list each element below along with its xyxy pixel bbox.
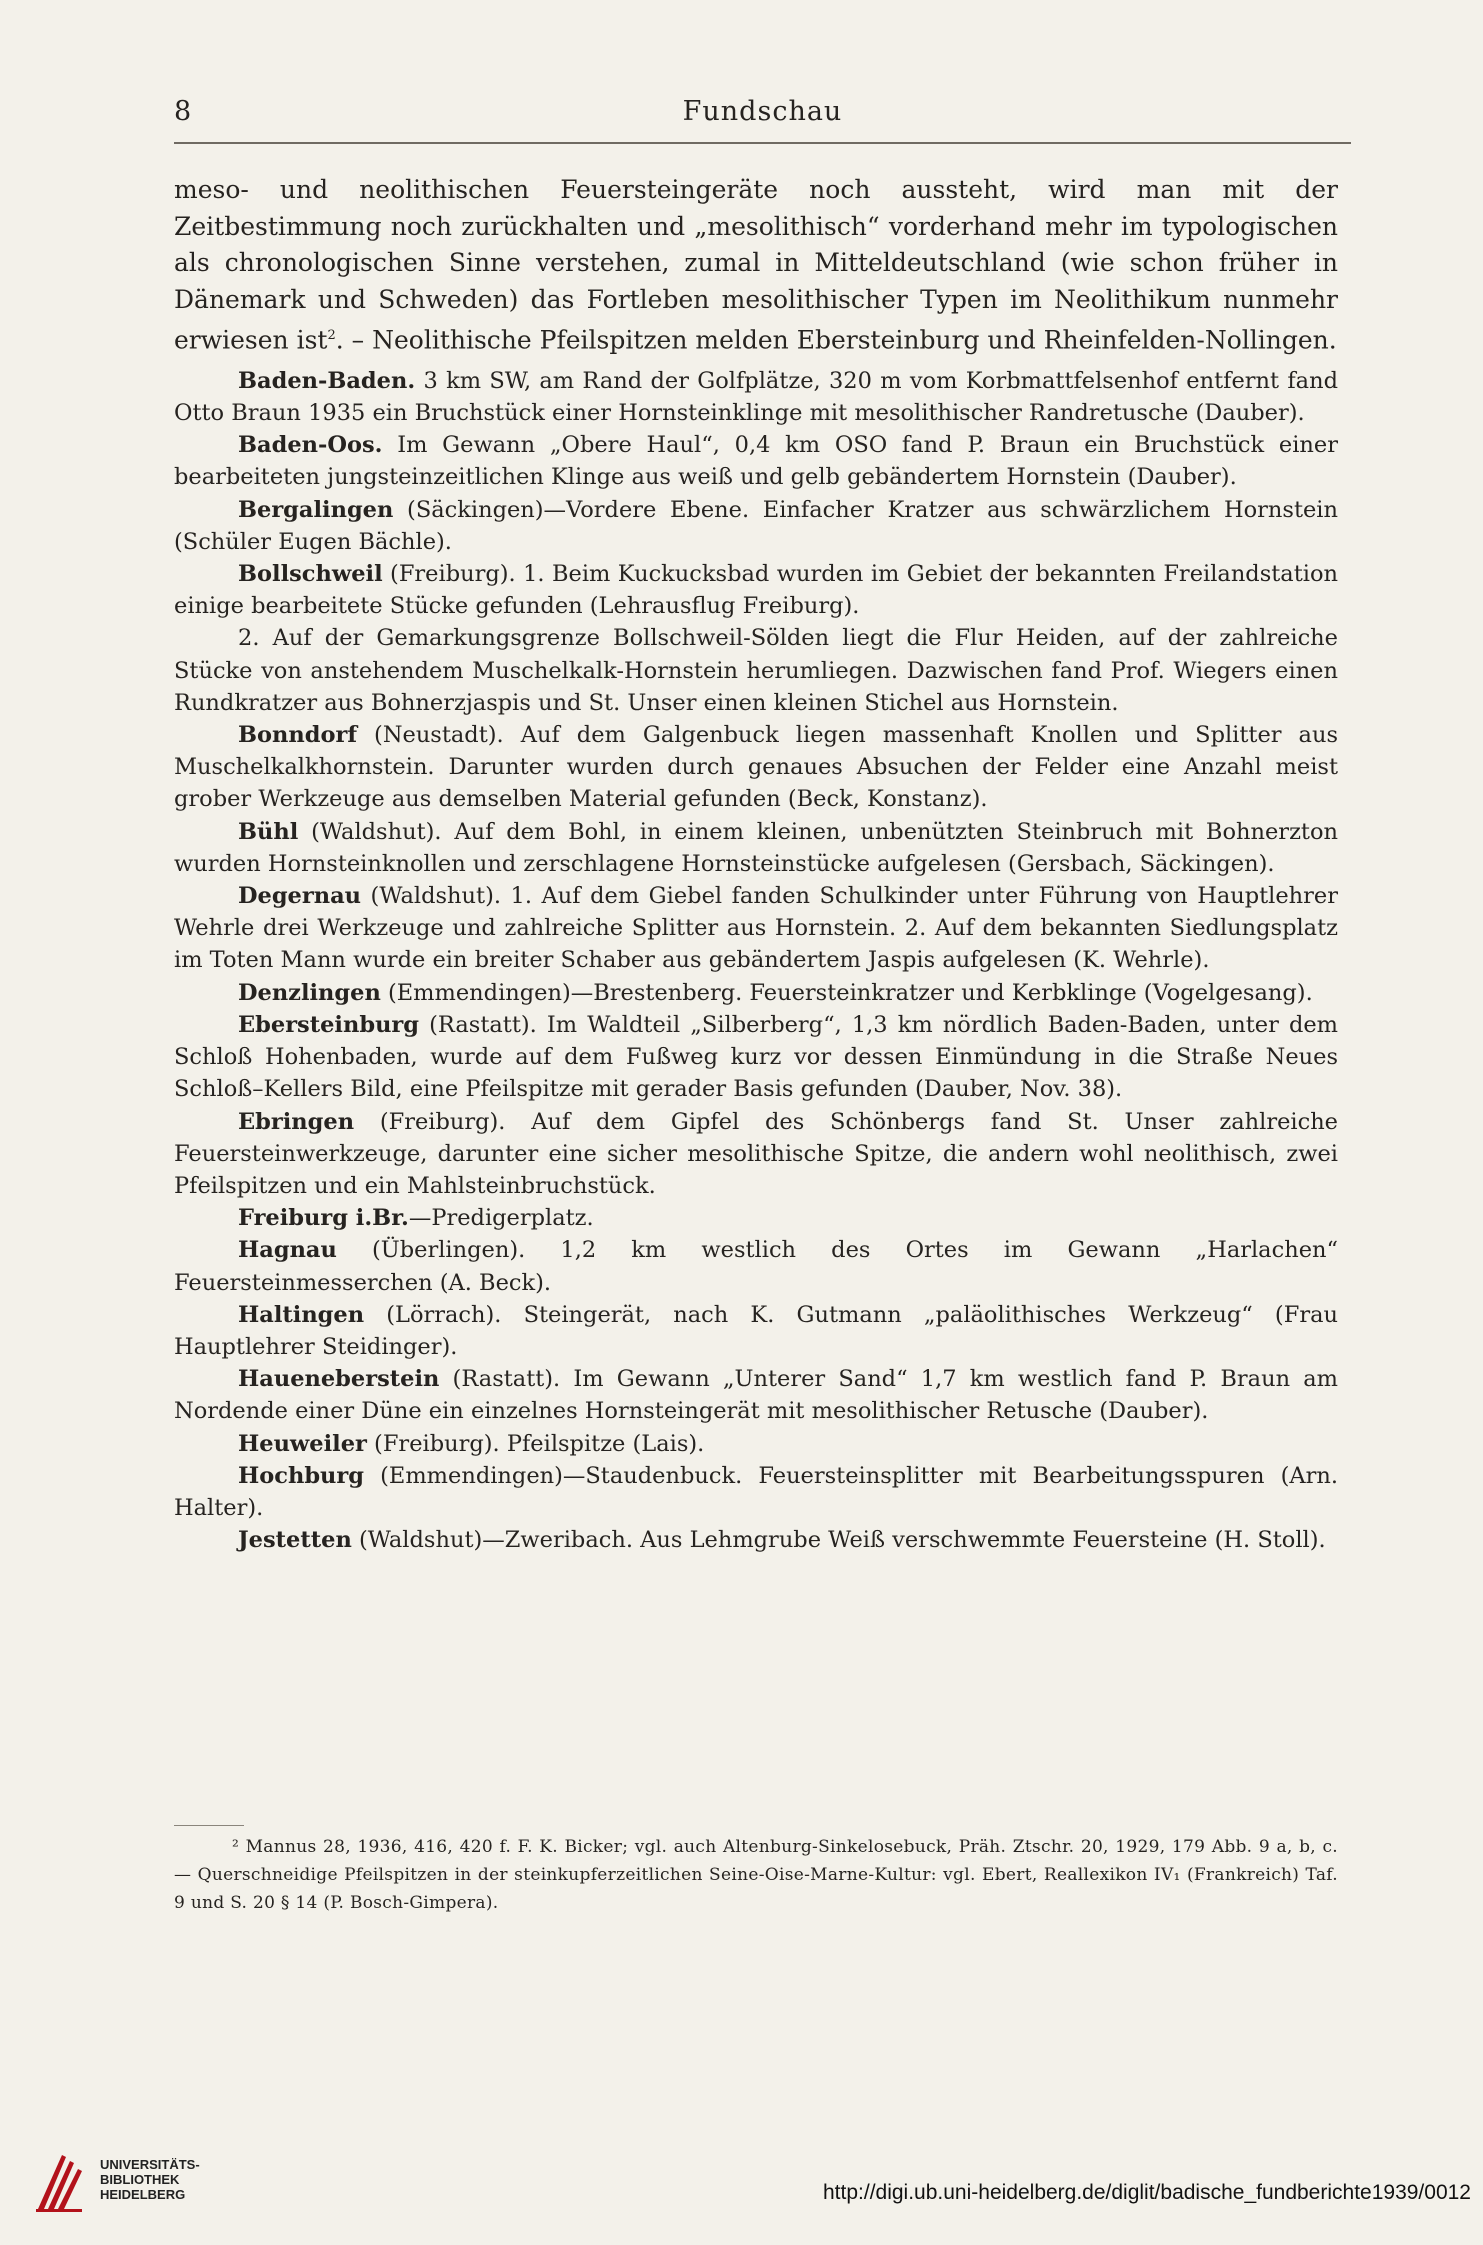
site-description: (Neustadt). Auf dem Galgenbuck liegen massenhaft Knollen und Splitter aus Muschelkalkhornstein. Darunter wurden durch genaues Absuchen der Felder eine Anzahl meist grober Werkzeuge aus demselben Material gefunden (Beck, Konstanz).: [174, 722, 1338, 813]
site-name: Denzlingen: [238, 979, 381, 1006]
site-name: Hagnau: [238, 1237, 337, 1264]
site-name: Degernau: [238, 883, 362, 910]
footnote-ref: 2: [327, 328, 336, 343]
site-entry: [174, 719, 1338, 816]
site-description: 2. Auf der Gemarkungsgrenze Bollschweil-Sölden liegt die Flur Heiden, auf der zahlreiche Stücke von anstehendem Muschelkalk-Hornstein herumliegen. Dazwischen fand Prof. Wiegers einen Rundkratzer aus Bohnerzjaspis und St. Unser einen kleinen Stichel aus Hornstein.: [174, 625, 1338, 716]
site-name: Freiburg i.Br.: [238, 1205, 409, 1232]
site-entry: [174, 429, 1338, 493]
site-entries: [174, 365, 1338, 1557]
site-entry: [174, 494, 1338, 558]
site-entry: [174, 816, 1338, 880]
site-name: Ebersteinburg: [238, 1011, 420, 1038]
site-entry: [174, 1202, 1338, 1234]
site-description: (Freiburg). Pfeilspitze (Lais).: [366, 1430, 705, 1457]
site-entry: [174, 1106, 1338, 1203]
site-name: Bollschweil: [238, 561, 383, 588]
library-name-line: UNIVERSITÄTS-: [100, 2157, 200, 2172]
site-description: 3 km SW, am Rand der Golfplätze, 320 m vom Korbmattfelsenhof entfernt fand Otto Braun 1935 ein Bruchstück einer Hornsteinklinge mit mesolithischer Randretusche (Dauber).: [174, 367, 1338, 427]
footnote-divider: [174, 1825, 244, 1826]
site-entry: [174, 365, 1338, 429]
running-title: Fundschau: [682, 96, 843, 127]
site-name: Bergalingen: [238, 496, 394, 523]
site-description: (Freiburg). 1. Beim Kuckucksbad wurden im Gebiet der bekannten Freilandstation einige bearbeitete Stücke gefunden (Lehrausflug Freiburg).: [174, 561, 1338, 620]
source-url-link[interactable]: http://digi.ub.uni-heidelberg.de/diglit/badische_fundberichte1939/0012: [823, 2181, 1471, 2204]
site-description: (Waldshut)—Zweribach. Aus Lehmgrube Weiß verschwemmte Feuersteine (H. Stoll).: [351, 1527, 1326, 1554]
site-description: (Freiburg). Auf dem Gipfel des Schönbergs fand St. Unser zahlreiche Feuersteinwerkzeuge, darunter eine sicher mesolithische Spitze, die andern wohl neolithisch, zwei Pfeilspitzen und ein Mahlsteinbruchstück.: [174, 1108, 1338, 1199]
site-name: Jestetten: [238, 1527, 352, 1554]
site-entry: [174, 622, 1338, 719]
site-description: (Lörrach). Steingerät, nach K. Gutmann „paläolithisches Werkzeug“ (Frau Hauptlehrer Steidinger).: [174, 1301, 1338, 1360]
footnotes: [174, 1833, 1338, 1917]
site-entry: [174, 1009, 1338, 1106]
site-entry: [174, 1299, 1338, 1363]
site-name: Baden-Oos.: [238, 432, 383, 459]
site-description: (Emmendingen)—Staudenbuck. Feuersteinsplitter mit Bearbeitungsspuren (Arn. Halter).: [174, 1462, 1338, 1521]
footnote: ² Mannus 28, 1936, 416, 420 f. F. K. Bicker; vgl. auch Altenburg-Sinkelosebuck, Präh. Ztschr. 20, 1929, 179 Abb. 9 a, b, c. — Querschneidige Pfeilspitzen in der steinkupferzeitlichen Seine-Oise-Marne-Kultur: vgl. Ebert, Reallexikon IV₁ (Frankreich) Taf. 9 und S. 20 § 14 (P. Bosch-Gimpera).: [174, 1837, 1338, 1913]
site-entry: [174, 558, 1338, 622]
site-name: Hochburg: [238, 1462, 365, 1489]
site-entry: [174, 880, 1338, 977]
site-name: Haltingen: [238, 1301, 365, 1328]
intro-text-after: . – Neolithische Pfeilspitzen melden Ebersteinburg und Rheinfelden-Nollingen.: [335, 325, 1337, 355]
site-name: Haueneberstein: [238, 1366, 440, 1393]
page-footer: [0, 2135, 1483, 2245]
site-description: (Rastatt). Im Gewann „Unterer Sand“ 1,7 km westlich fand P. Braun am Nordende einer Düne ein einzelnes Hornsteingerät mit mesolithischer Retusche (Dauber).: [174, 1366, 1338, 1425]
site-description: Im Gewann „Obere Haul“, 0,4 km OSO fand P. Braun ein Bruchstück einer bearbeiteten jungsteinzeitlichen Klinge aus weiß und gelb gebändertem Hornstein (Dauber).: [174, 432, 1338, 491]
site-name: Bühl: [238, 818, 299, 845]
site-entry: [174, 1234, 1338, 1298]
site-name: Ebringen: [238, 1108, 355, 1135]
site-entry: [174, 1524, 1338, 1556]
site-description: —Predigerplatz.: [408, 1205, 594, 1232]
site-description: (Waldshut). 1. Auf dem Giebel fanden Schulkinder unter Führung von Hauptlehrer Wehrle drei Werkzeuge und zahlreiche Splitter aus Hornstein. 2. Auf dem bekannten Siedlungsplatz im Toten Mann wurde ein breiter Schaber aus gebändertem Jaspis aufgelesen (K. Wehrle).: [174, 883, 1338, 974]
site-description: (Säckingen)—Vordere Ebene. Einfacher Kratzer aus schwärzlichem Hornstein (Schüler Eugen Bächle).: [174, 496, 1338, 555]
site-entry: [174, 1428, 1338, 1460]
site-name: Heuweiler: [238, 1430, 367, 1457]
library-name-line: BIBLIOTHEK: [100, 2172, 180, 2187]
library-name-line: HEIDELBERG: [100, 2187, 186, 2202]
page-header: [174, 96, 1351, 144]
site-name: Baden-Baden.: [238, 367, 416, 394]
page-number: 8: [174, 96, 192, 127]
site-entry: [174, 1363, 1338, 1427]
library-logo-icon: [32, 2147, 84, 2215]
site-description: (Überlingen). 1,2 km westlich des Ortes im Gewann „Harlachen“ Feuersteinmesserchen (A. Beck).: [174, 1237, 1338, 1296]
site-name: Bonndorf: [238, 722, 358, 749]
site-description: (Emmendingen)—Brestenberg. Feuersteinkratzer und Kerbklinge (Vogelgesang).: [380, 979, 1313, 1006]
site-description: (Waldshut). Auf dem Bohl, in einem kleinen, unbenützten Steinbruch mit Bohnerzton wurden Hornsteinknollen und zerschlagene Hornsteinstücke aufgelesen (Gersbach, Säckingen).: [174, 818, 1338, 877]
site-entry: [174, 977, 1338, 1009]
intro-paragraph: [174, 172, 1338, 359]
library-name: [100, 2157, 200, 2202]
site-description: (Rastatt). Im Waldteil „Silberberg“, 1,3 km nördlich Baden-Baden, unter dem Schloß Hohenbaden, wurde auf dem Fußweg kurz vor dessen Einmündung in die Straße Neues Schloß–Kellers Bild, eine Pfeilspitze mit gerader Basis gefunden (Dauber, Nov. 38).: [174, 1011, 1338, 1103]
intro-text: meso- und neolithischen Feuersteingeräte noch aussteht, wird man mit der Zeitbestimmung noch zurückhalten und „mesolithisch“ vorderhand mehr im typologischen als chronologischen Sinne verstehen, zumal in Mitteldeutschland (wie schon früher in Dänemark und Schweden) das Fortleben mesolithischer Typen im Neolithikum nunmehr erwiesen ist: [174, 175, 1338, 355]
site-entry: [174, 1460, 1338, 1524]
main-text: [174, 172, 1338, 1556]
